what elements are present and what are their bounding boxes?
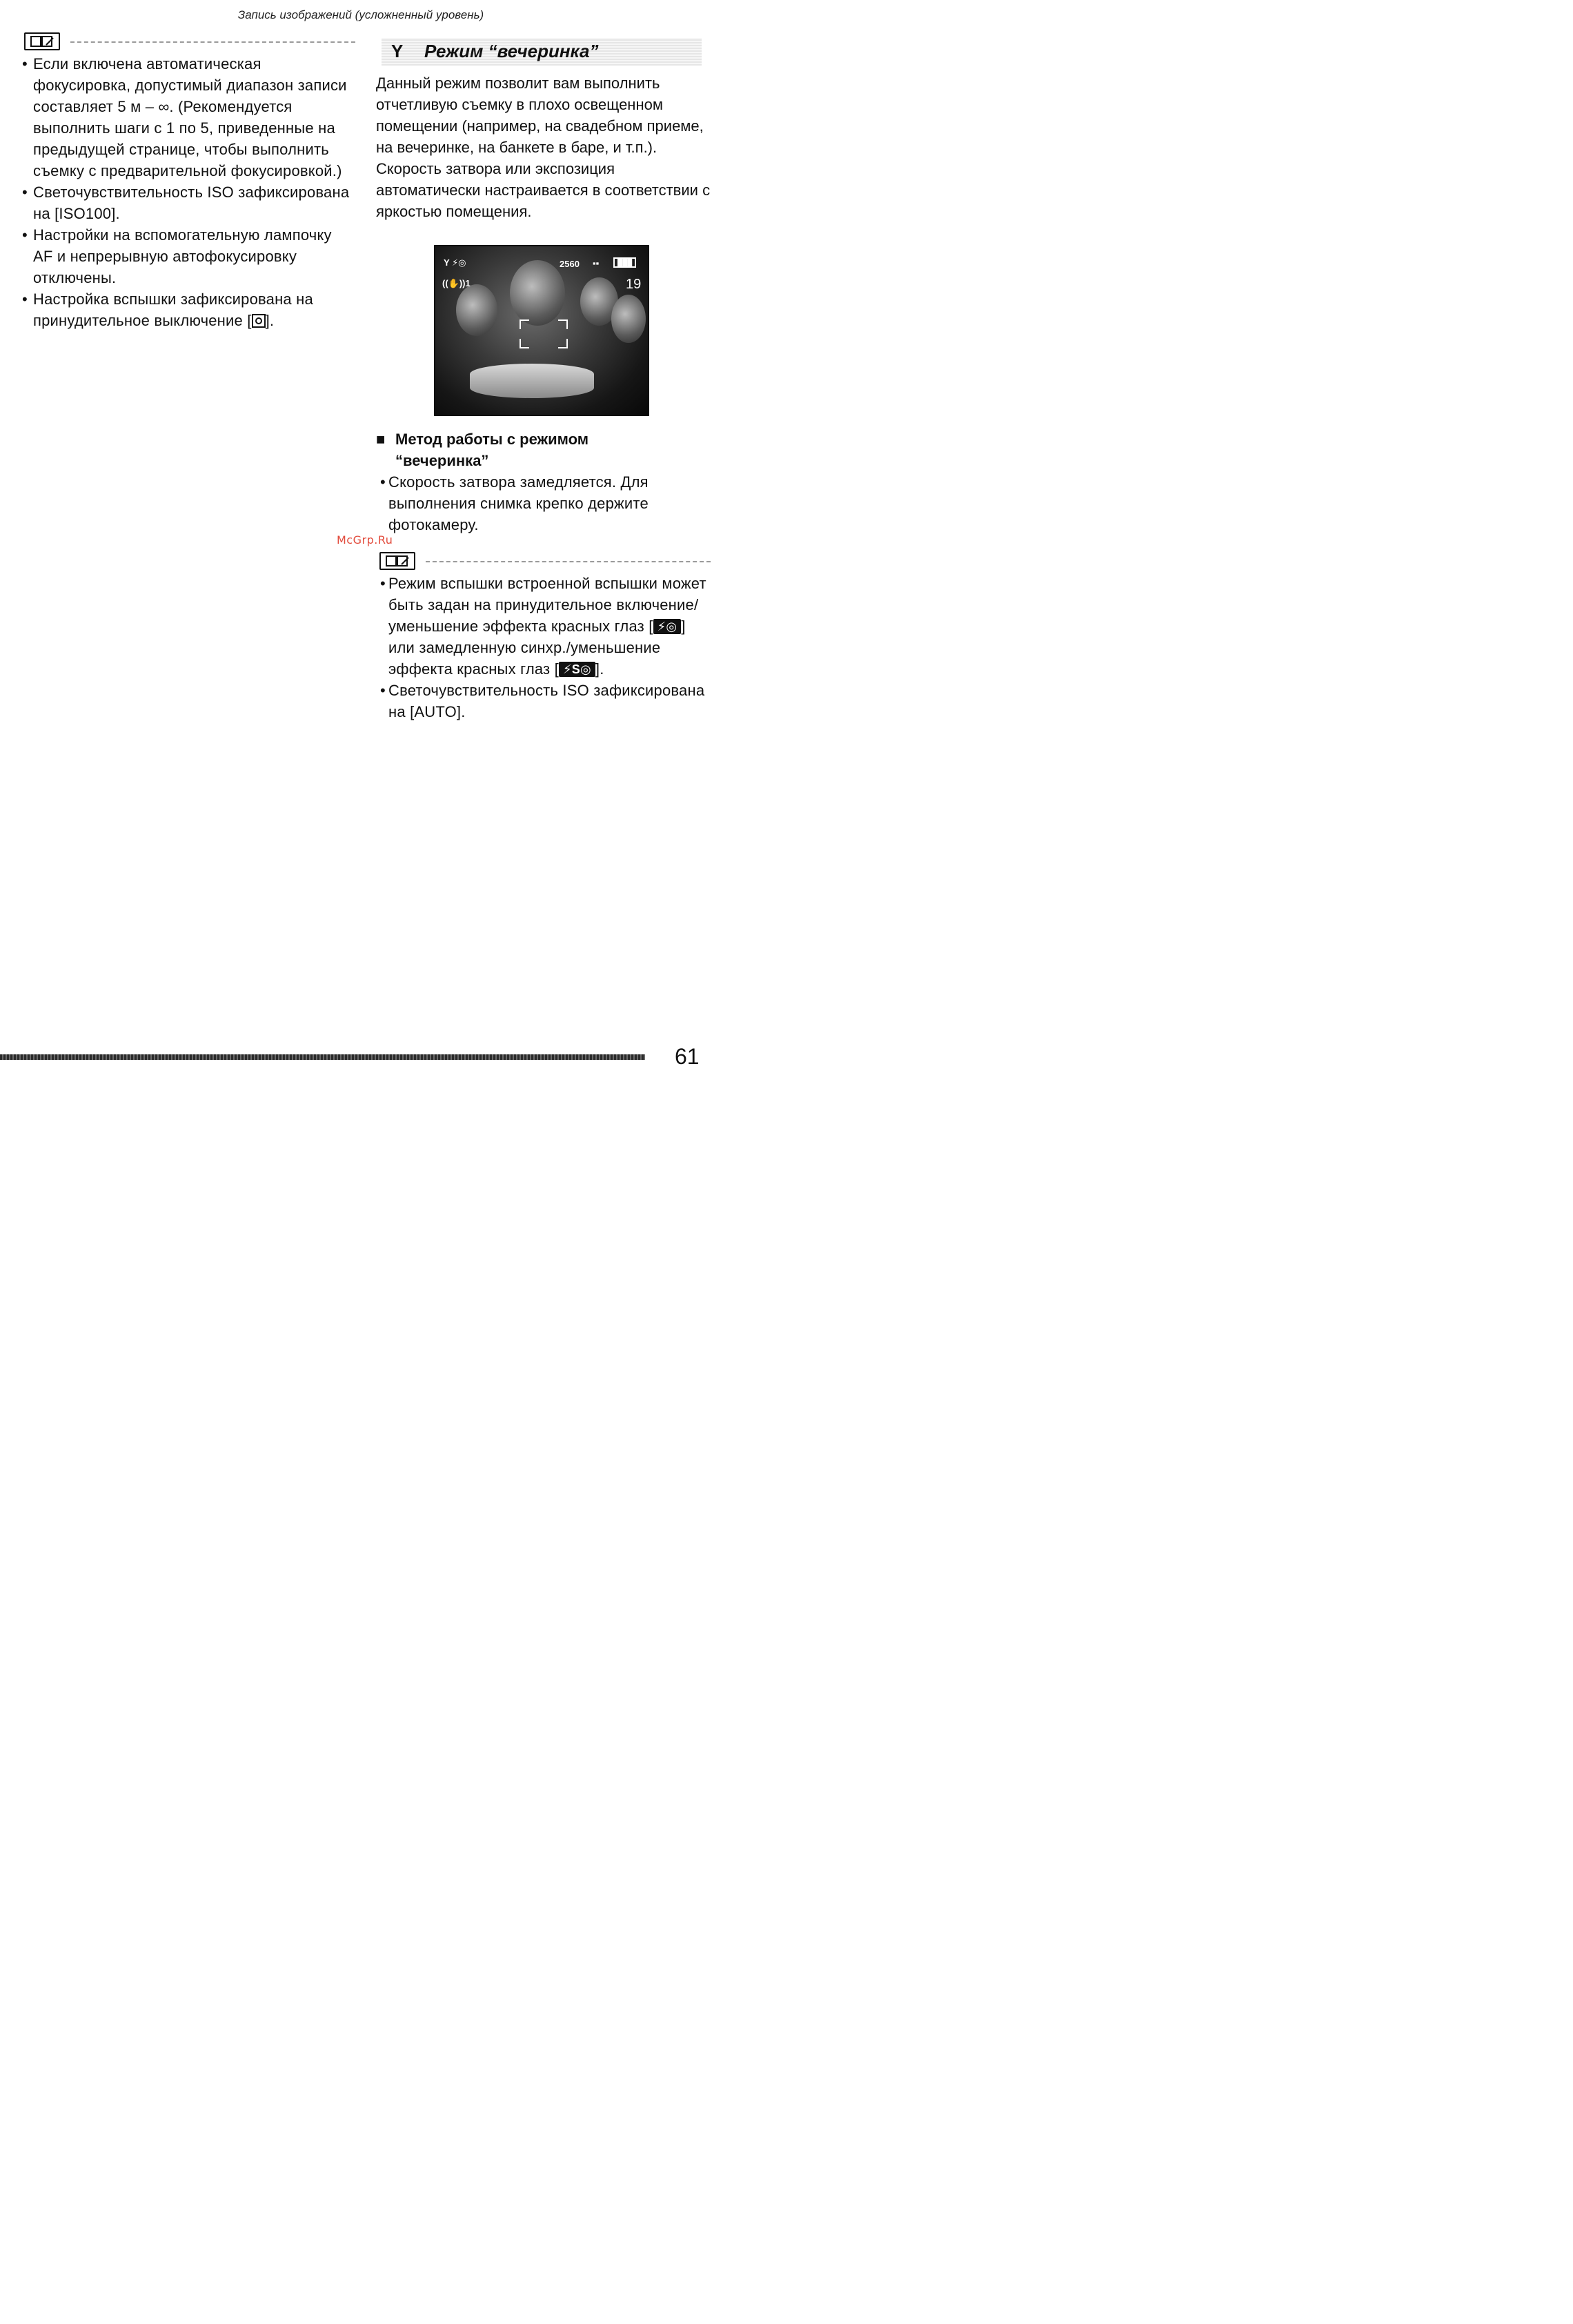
photo-face: [611, 295, 646, 343]
hud-mode-icons: Y ⚡◎: [444, 257, 466, 268]
subhead-line-1: Метод работы с режимом: [395, 431, 589, 448]
camera-screen-photo: [434, 245, 649, 416]
left-bullet-list: [21, 53, 355, 331]
battery-icon: ███: [613, 257, 636, 268]
af-frame-corner: [558, 319, 568, 329]
list-item: • Если включена автоматическая фокусировка, допустимый диапазон записи составляет 5 м – ∞. (Рекомендуется выполнить шаги с 1 по 5, приведенные на предыдущей странице, чтобы выполнить съемку с предварительной фокусировкой.): [21, 53, 355, 181]
af-frame-corner: [520, 339, 529, 348]
hud-shots-remaining: 19: [626, 277, 642, 292]
section-title-bar: [382, 38, 702, 66]
list-item: • Настройки на вспомогательную лампочку AF и непрерывную автофокусировку отключены.: [21, 224, 355, 288]
flash-bullet-text: Настройка вспышки зафиксирована на принудительное выключение [: [33, 290, 313, 329]
note-book-icon: [379, 552, 415, 570]
list-item: • Скорость затвора замедляется. Для выполнения снимка крепко держите фотокамеру.: [379, 471, 711, 535]
watermark: McGrp.Ru: [337, 533, 393, 546]
method-bullet-list: [379, 471, 711, 535]
photo-face: [510, 260, 565, 326]
slow-sync-redeye-icon: ⚡S◎: [559, 662, 595, 677]
party-mode-icon: Y: [391, 41, 404, 61]
list-item: [379, 573, 711, 680]
flash-bullet-suffix: ].: [265, 312, 275, 329]
left-column: [21, 31, 355, 331]
note-divider: [426, 561, 711, 562]
subhead-line-2: “вечеринка”: [395, 452, 489, 469]
note-divider: [70, 41, 355, 43]
photo-cake: [470, 364, 594, 398]
method-subhead: [376, 429, 711, 471]
note-text: ] или замедленную синхр./уменьшение эффекта красных глаз [: [388, 618, 686, 678]
list-item: • Светочувствительность ISO зафиксирована на [AUTO].: [379, 680, 711, 722]
hud-resolution: 2560: [560, 259, 580, 269]
note-text: Режим вспышки встроенной вспышки может быть задан на принудительное включение/уменьшение эффекта красных глаз [: [388, 575, 706, 635]
note-book-icon: [24, 32, 60, 50]
quality-icon: ▪▪: [593, 258, 600, 268]
af-frame-corner: [558, 339, 568, 348]
right-column: [376, 38, 711, 722]
note-text: ].: [595, 660, 604, 678]
list-item: • Светочувствительность ISO зафиксирована на [ISO100].: [21, 181, 355, 224]
note-header: [376, 551, 711, 573]
note-bullet-list: [379, 573, 711, 722]
page-number: 61: [675, 1044, 700, 1069]
list-item: [21, 288, 355, 331]
intro-paragraph: Данный режим позволит вам выполнить отчетливую съемку в плохо освещенном помещении (например, на свадебном приеме, на вечеринке, на банкете в баре, и т.п.).: [376, 75, 704, 156]
page-header: Запись изображений (усложненный уровень): [237, 8, 484, 21]
flash-redeye-icon: ⚡◎: [653, 619, 682, 634]
hud-stabilizer: ((✋))1: [442, 278, 471, 288]
flash-off-icon: [252, 314, 266, 328]
intro-paragraph-2: Скорость затвора или экспозиция автоматически настраивается в соответствии с яркостью помещения.: [376, 160, 711, 220]
footer-bar: [0, 1054, 645, 1060]
photo-face: [456, 284, 497, 336]
section-title: Режим “вечеринка”: [424, 41, 599, 61]
af-frame-corner: [520, 319, 529, 329]
note-header: [21, 31, 355, 53]
